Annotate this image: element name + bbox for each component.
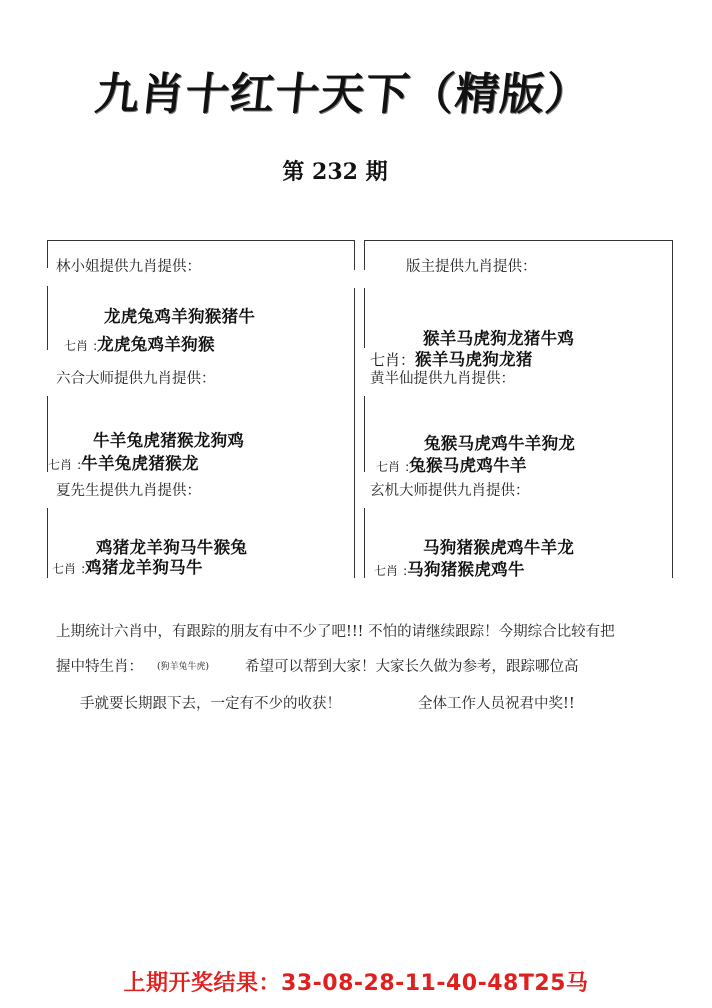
seven-zodiac-list: 鸡猪龙羊狗马牛: [85, 558, 203, 577]
left-top-border: [47, 240, 354, 241]
seven-zodiac-list: 马狗猪猴虎鸡牛: [407, 560, 525, 579]
seven-label: 七肖: [48, 458, 73, 472]
seven-label: 七肖: [376, 460, 401, 474]
nine-zodiac-list: 龙虎兔鸡羊狗猴猪牛: [104, 307, 256, 326]
seven-zodiac-row: [48, 450, 199, 474]
panel-header: 玄机大师提供九肖提供：: [370, 483, 530, 499]
seven-separator: :: [405, 460, 410, 474]
nine-zodiac-list: 猴羊马虎狗龙猪牛鸡: [423, 329, 575, 348]
left-border: [47, 508, 48, 578]
seven-zodiac-list: 猴羊马虎狗龙猪: [415, 350, 533, 369]
seven-label: 七肖: [370, 351, 401, 369]
seven-zodiac-row: [374, 556, 525, 580]
message-line-2a: 握中特生肖：: [56, 659, 143, 675]
seven-separator: :: [403, 564, 408, 578]
nine-zodiac-list: 兔猴马虎鸡牛羊狗龙: [424, 434, 576, 453]
last-draw-result: 上期开奖结果：33-08-28-11-40-48T25马: [123, 971, 589, 996]
mid-border: [354, 288, 355, 578]
seven-separator: :: [77, 458, 82, 472]
message-line-2-small: (狗羊兔牛虎): [157, 662, 210, 672]
seven-separator: :: [93, 339, 98, 353]
right-outer-border: [672, 240, 673, 578]
page-title: 九肖十红十天下（精版）: [92, 69, 593, 120]
message-line-2b: 希望可以帮到大家！大家长久做为参考，跟踪哪位高: [245, 659, 579, 675]
seven-separator: :: [81, 562, 86, 576]
nine-zodiac-list: 牛羊兔虎猪猴龙狗鸡: [93, 431, 245, 450]
seven-zodiac-row: [64, 331, 215, 355]
seven-label: 七肖: [374, 564, 399, 578]
panel-header: 黄半仙提供九肖提供：: [370, 371, 515, 387]
left-border: [47, 240, 48, 268]
message-line-3b: 全体工作人员祝君中奖!!: [418, 696, 575, 712]
panel-header: 版主提供九肖提供：: [406, 259, 537, 275]
seven-label: 七肖: [52, 562, 77, 576]
left-border: [47, 286, 48, 350]
seven-zodiac-list: 兔猴马虎鸡牛羊: [409, 456, 527, 475]
seven-separator: ：: [400, 351, 416, 369]
seven-zodiac-row: [376, 452, 527, 476]
nine-zodiac-list: 马狗猪猴虎鸡牛羊龙: [423, 538, 575, 557]
message-line-3a: 手就要长期跟下去，一定有不少的收获！: [80, 696, 341, 712]
right-top-border: [364, 240, 672, 241]
panel-header: 林小姐提供九肖提供：: [56, 259, 201, 275]
seven-label: 七肖: [64, 339, 89, 353]
message-line-1: 上期统计六肖中，有跟踪的朋友有中不少了吧!!! 不怕的请继续跟踪！今期综合比较有把: [56, 624, 615, 640]
nine-zodiac-list: 鸡猪龙羊狗马牛猴兔: [96, 538, 248, 557]
right-border: [364, 396, 365, 472]
issue-number: 第 232 期: [282, 159, 388, 185]
seven-zodiac-row: [52, 554, 203, 578]
right-border: [364, 508, 365, 578]
mid-border: [354, 240, 355, 270]
right-border: [364, 288, 365, 348]
seven-zodiac-list: 牛羊兔虎猪猴龙: [81, 454, 199, 473]
right-border: [364, 240, 365, 270]
panel-header: 夏先生提供九肖提供：: [56, 483, 201, 499]
panel-header: 六合大师提供九肖提供：: [56, 371, 216, 387]
seven-zodiac-list: 龙虎兔鸡羊狗猴: [97, 335, 215, 354]
